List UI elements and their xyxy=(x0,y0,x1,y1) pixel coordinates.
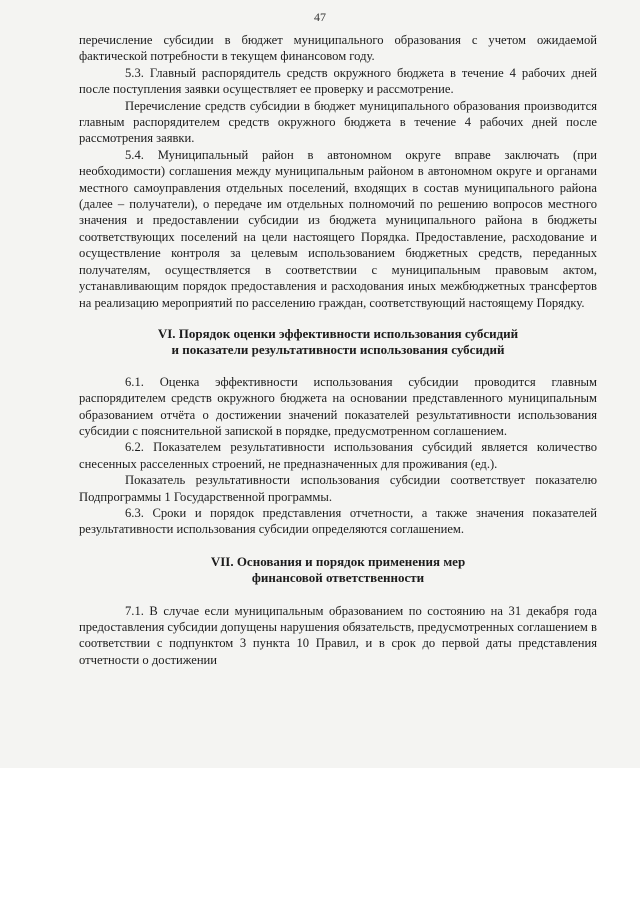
paragraph-6-1: 6.1. Оценка эффективности использования субсидии проводится главным распорядителем средств окружного бюджета на основании представленного муниципальным образованием отчёта о достижении значений показателей результативности использования субсидии с пояснительной запиской в порядке, предусмотренном соглашением. xyxy=(79,374,597,438)
paragraph-6-3: 6.3. Сроки и порядок представления отчетности, а также значения показателей результативности использования субсидии определяются соглашением. xyxy=(79,505,597,537)
page-number: 47 xyxy=(314,10,326,24)
section-7-title-line2: финансовой ответственности xyxy=(251,570,425,586)
paragraph-transfer: Перечисление средств субсидии в бюджет муниципального образования производится главным распорядителем средств окружного бюджета в течение 4 рабочих дней после рассмотрения заявки. xyxy=(79,98,597,146)
paragraph-continuation: перечисление субсидии в бюджет муниципального образования с учетом ожидаемой фактической потребности в текущем финансовом году. xyxy=(79,33,597,64)
blank-margin xyxy=(0,768,640,905)
paragraph-indicator: Показатель результативности использования субсидии соответствует показателю Подпрограммы 1 Государственной программы. xyxy=(79,473,597,504)
paragraph-5-4: 5.4. Муниципальный район в автономном округе вправе заключать (при необходимости) соглашения между муниципальным районом в автономном округе и органами местного самоуправления отдельных поселений, входящих в состав муниципального района (далее – получатели), о передаче им отдельных полномочий по решению вопросов местного значения и предоставлении субсидии из бюджета муниципального района в бюджеты соответствующих поселений на цели настоящего Порядка. Предоставление, расходование и осуществление контроля за целевым использованием бюджетных средств, переданных получателям, осуществляется в соответствии с муниципальным правовым актом, устанавливающим порядок предоставления и расходования иных межбюджетных трансфертов на реализацию мероприятий по расселению граждан, соответствующий настоящему Порядку. xyxy=(79,147,597,310)
section-7-title-line1: VII. Основания и порядок применения мер xyxy=(210,553,466,569)
paragraph-6-2: 6.2. Показателем результативности использования субсидий является количество снесенных расселенных строений, не предназначенных для проживания (ед.). xyxy=(79,440,597,471)
document-body xyxy=(79,32,597,668)
section-7-heading xyxy=(79,554,597,587)
section-6-title-line1: VI. Порядок оценки эффективности использования субсидий xyxy=(157,325,519,341)
paragraph-5-3: 5.3. Главный распорядитель средств окружного бюджета в течение 4 рабочих дней после поступления заявки осуществляет ее проверку и рассмотрение. xyxy=(79,65,597,97)
section-6-title-line2: и показатели результативности использования субсидий xyxy=(171,342,505,358)
paragraph-7-1: 7.1. В случае если муниципальным образованием по состоянию на 31 декабря года предоставления субсидии допущены нарушения обязательств, предусмотренных соглашением в соответствии с подпунктом 3 пункта 10 Правил, и в срок до первой даты представления отчетности о достижении xyxy=(79,603,597,667)
section-6-heading xyxy=(79,326,597,359)
